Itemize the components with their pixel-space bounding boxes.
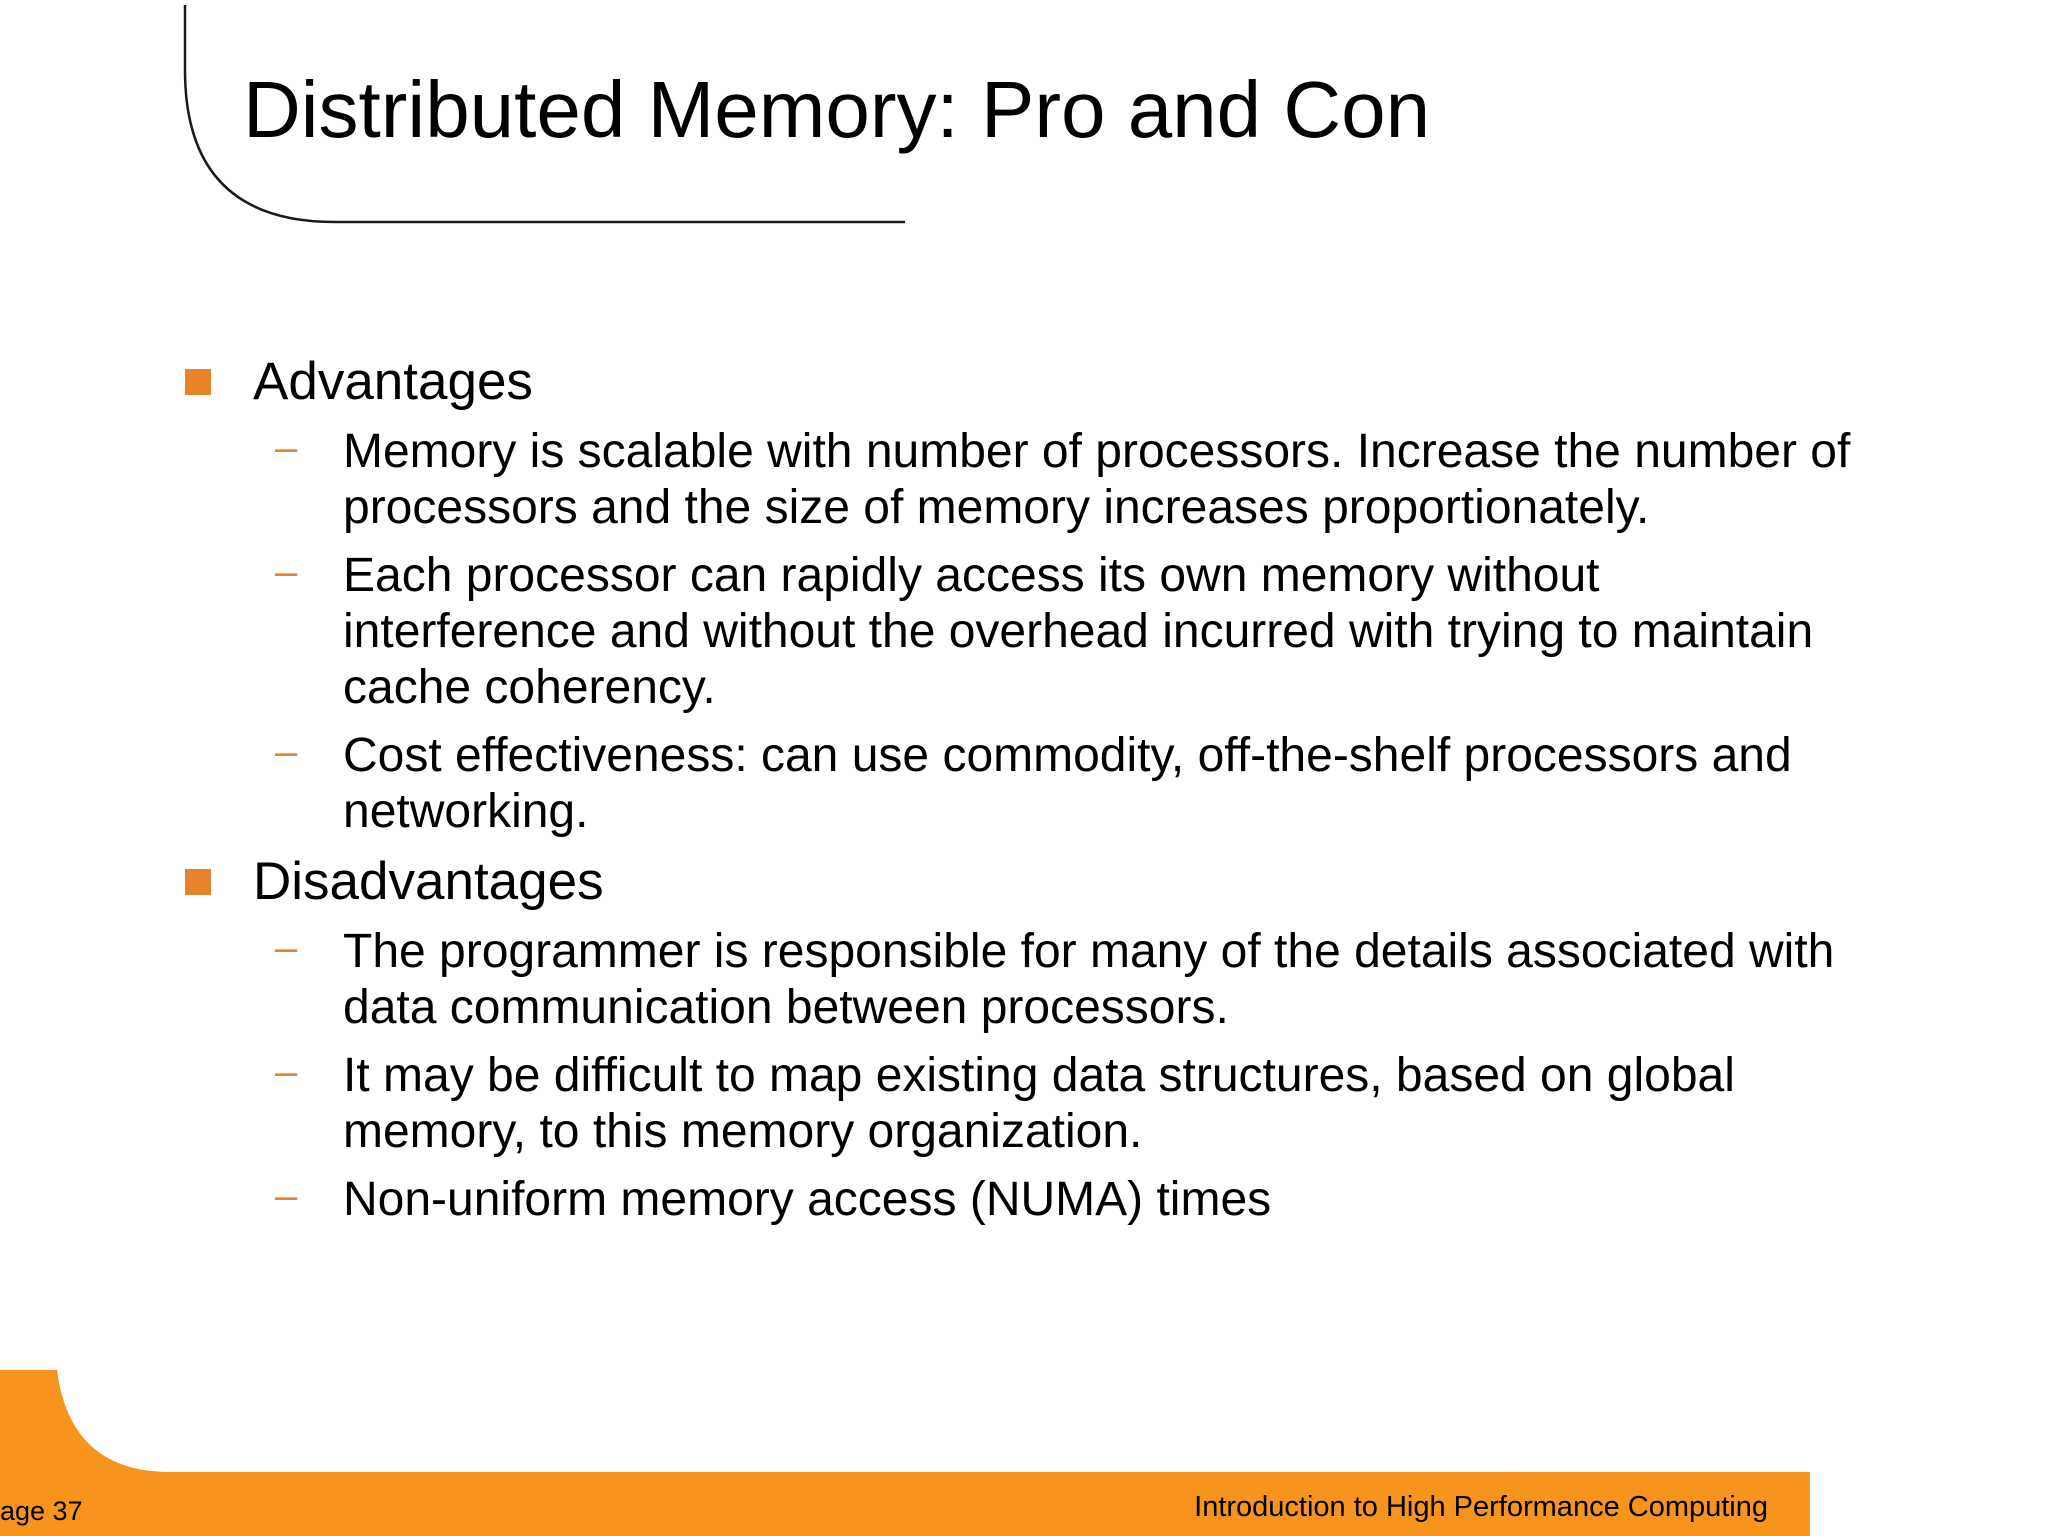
- section-heading-advantages: [180, 352, 1860, 412]
- section-heading-text: Disadvantages: [253, 852, 604, 911]
- list-item-text: Non-uniform memory access (NUMA) times: [343, 1173, 1272, 1226]
- disadvantages-list: [180, 924, 1860, 1228]
- list-item: [180, 548, 1860, 716]
- dash-bullet-icon: –: [275, 1050, 298, 1094]
- slide-title: Distributed Memory: Pro and Con: [243, 65, 1431, 154]
- page-number: age 37: [0, 1496, 83, 1526]
- footer-course-title: Introduction to High Performance Computing: [1194, 1491, 1768, 1523]
- dash-bullet-icon: –: [275, 730, 298, 774]
- list-item-text: Cost effectiveness: can use commodity, off-the-shelf processors and networking.: [343, 729, 1792, 838]
- dash-bullet-icon: –: [275, 1174, 298, 1218]
- dash-bullet-icon: –: [275, 550, 298, 594]
- list-item-text: It may be difficult to map existing data structures, based on global memory, to this memory organization.: [343, 1049, 1735, 1158]
- list-item-text: Memory is scalable with number of processors. Increase the number of processors and the size of memory increases proportionately.: [343, 425, 1851, 534]
- list-item: [180, 424, 1860, 536]
- section-heading-text: Advantages: [253, 352, 533, 411]
- list-item-text: Each processor can rapidly access its own memory without interference and without the overhead incurred with trying to maintain cache coherency.: [343, 549, 1814, 714]
- list-item-text: The programmer is responsible for many of the details associated with data communication between processors.: [343, 925, 1835, 1034]
- dash-bullet-icon: –: [275, 426, 298, 470]
- dash-bullet-icon: –: [275, 926, 298, 970]
- slide-content: [180, 352, 1860, 1240]
- list-item: [180, 1048, 1860, 1160]
- list-item: [180, 728, 1860, 840]
- advantages-list: [180, 424, 1860, 840]
- square-bullet-icon: [185, 869, 211, 895]
- square-bullet-icon: [185, 369, 211, 395]
- list-item: [180, 1172, 1860, 1228]
- section-heading-disadvantages: [180, 852, 1860, 912]
- list-item: [180, 924, 1860, 1036]
